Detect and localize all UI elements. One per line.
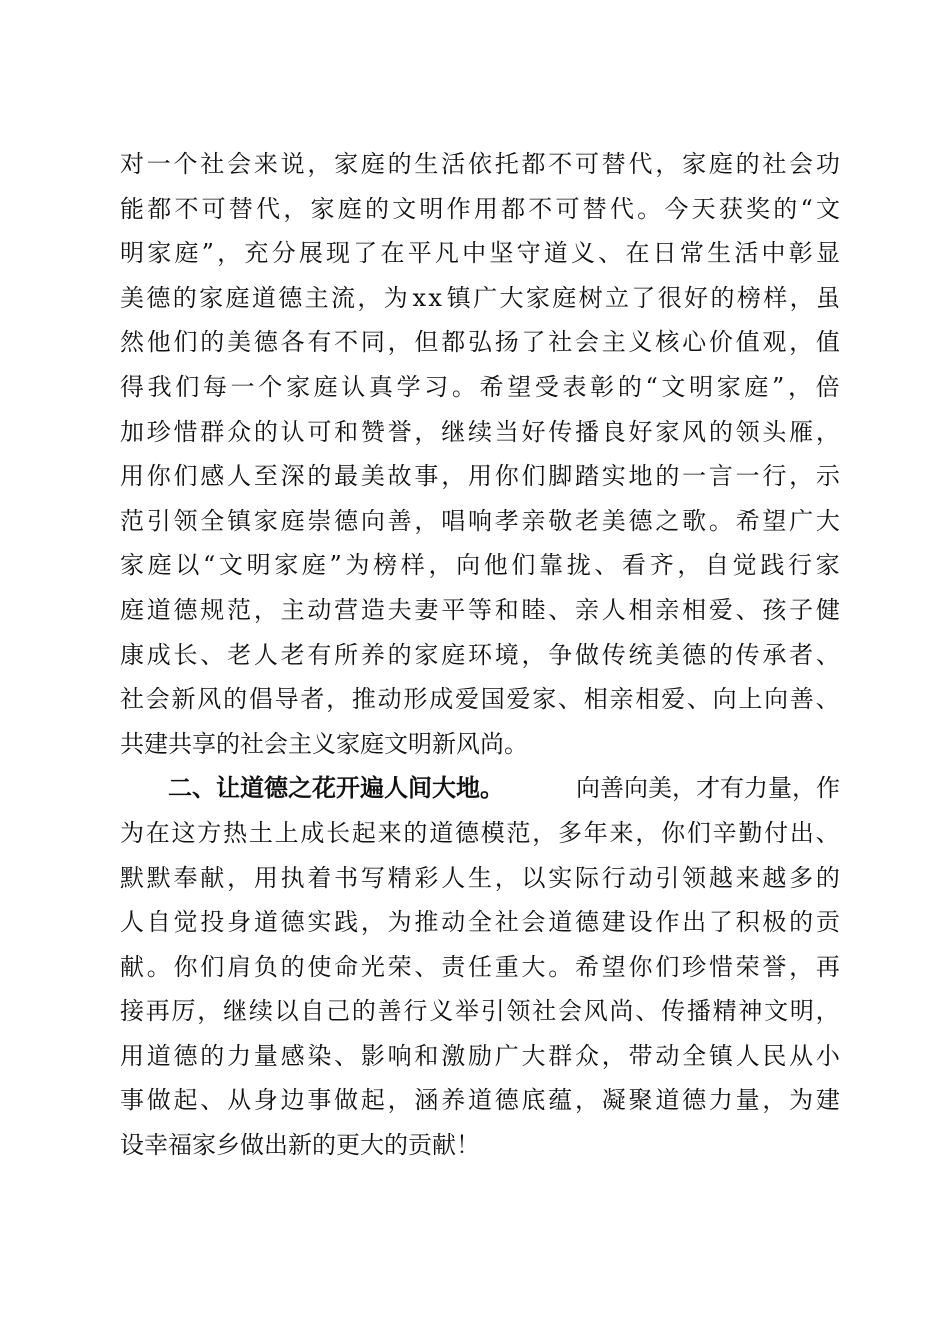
text-line: 能 都 不 可 替 代 ， 家 庭 的 文 明 作 用 都 不 可 替 代 。 今 天 获 奖 的 “ 文 (120, 194, 840, 223)
text-line: 加 珍 惜 群 众 的 认 可 和 赞 誉 ， 继 续 当 好 传 播 良 好 家 风 的 领 头 雁 ， (120, 417, 840, 446)
text-line: 社 会 新 风 的 倡 导 者 ， 推 动 形 成 爱 国 爱 家 、 相 亲 相 爱 、 向 上 向 善 、 (120, 685, 840, 714)
text-line: 用 道 德 的 力 量 感 染 、 影 响 和 激 励 广 大 群 众 ， 带 动 全 镇 人 民 从 小 (120, 1041, 840, 1070)
text-line: 为 在 这 方 热 土 上 成 长 起 来 的 道 德 模 范 ， 多 年 来 ， 你 们 辛 勤 付 出 、 (120, 818, 840, 847)
heading-line-rest: 向善向美，才有力量，作 (576, 774, 840, 803)
text-line: 用 你 们 感 人 至 深 的 最 美 故 事 ， 用 你 们 脚 踏 实 地 的 一 言 一 行 ， 示 (120, 462, 840, 491)
text-line: 接 再 厉 ， 继 续 以 自 己 的 善 行 义 举 引 领 社 会 风 尚 、 传 播 精 神 文 明 ， (120, 997, 840, 1026)
text-line: 设幸福家乡做出新的更大的贡献！ (120, 1131, 480, 1160)
text-line: 美 德 的 家 庭 道 德 主 流 ， 为 x x 镇 广 大 家 庭 树 立 了 很 好 的 榜 样 ， 虽 (120, 283, 840, 312)
text-line-first (120, 766, 840, 811)
text-line: 人 自 觉 投 身 道 德 实 践 ， 为 推 动 全 社 会 道 德 建 设 作 出 了 积 极 的 贡 (120, 908, 840, 937)
section-heading: 二、让道德之花开遍人间大地。 (168, 774, 504, 803)
text-line: 默 默 奉 献 ， 用 执 着 书 写 精 彩 人 生 ， 以 实 际 行 动 引 领 越 来 越 多 的 (120, 863, 840, 892)
text-line: 然 他 们 的 美 德 各 有 不 同 ， 但 都 弘 扬 了 社 会 主 义 核 心 价 值 观 ， 值 (120, 328, 840, 357)
text-line: 献 。 你 们 肩 负 的 使 命 光 荣 、 责 任 重 大 。 希 望 你 们 珍 惜 荣 誉 ， 再 (120, 952, 840, 981)
text-line: 范 引 领 全 镇 家 庭 崇 德 向 善 ， 唱 响 孝 亲 敬 老 美 德 之 歌 。 希 望 广 大 (120, 506, 840, 535)
text-line: 康 成 长 、 老 人 老 有 所 养 的 家 庭 环 境 ， 争 做 传 统 美 德 的 传 承 者 、 (120, 640, 840, 669)
text-line: 得 我 们 每 一 个 家 庭 认 真 学 习 。 希 望 受 表 彰 的 “ 文 明 家 庭 ” ， 倍 (120, 372, 840, 401)
text-line: 对 一 个 社 会 来 说 ， 家 庭 的 生 活 依 托 都 不 可 替 代 ， 家 庭 的 社 会 功 (120, 150, 840, 178)
paragraph-moral-models (120, 766, 840, 1167)
paragraph-family-civilization (120, 142, 840, 766)
text-line: 共建共享的社会主义家庭文明新风尚。 (120, 729, 528, 758)
text-line: 庭 道 德 规 范 ， 主 动 营 造 夫 妻 平 等 和 睦 、 亲 人 相 亲 相 爱 、 孩 子 健 (120, 595, 840, 624)
text-line: 明 家 庭 ” ， 充 分 展 现 了 在 平 凡 中 坚 守 道 义 、 在 日 常 生 活 中 彰 显 (120, 239, 840, 268)
text-line: 事 做 起 、 从 身 边 事 做 起 ， 涵 养 道 德 底 蕴 ， 凝 聚 道 德 力 量 ， 为 建 (120, 1086, 840, 1115)
text-line: 家 庭 以 “ 文 明 家 庭 ” 为 榜 样 ， 向 他 们 靠 拢 、 看 齐 ， 自 觉 践 行 家 (120, 551, 840, 580)
document-body (120, 142, 840, 1168)
